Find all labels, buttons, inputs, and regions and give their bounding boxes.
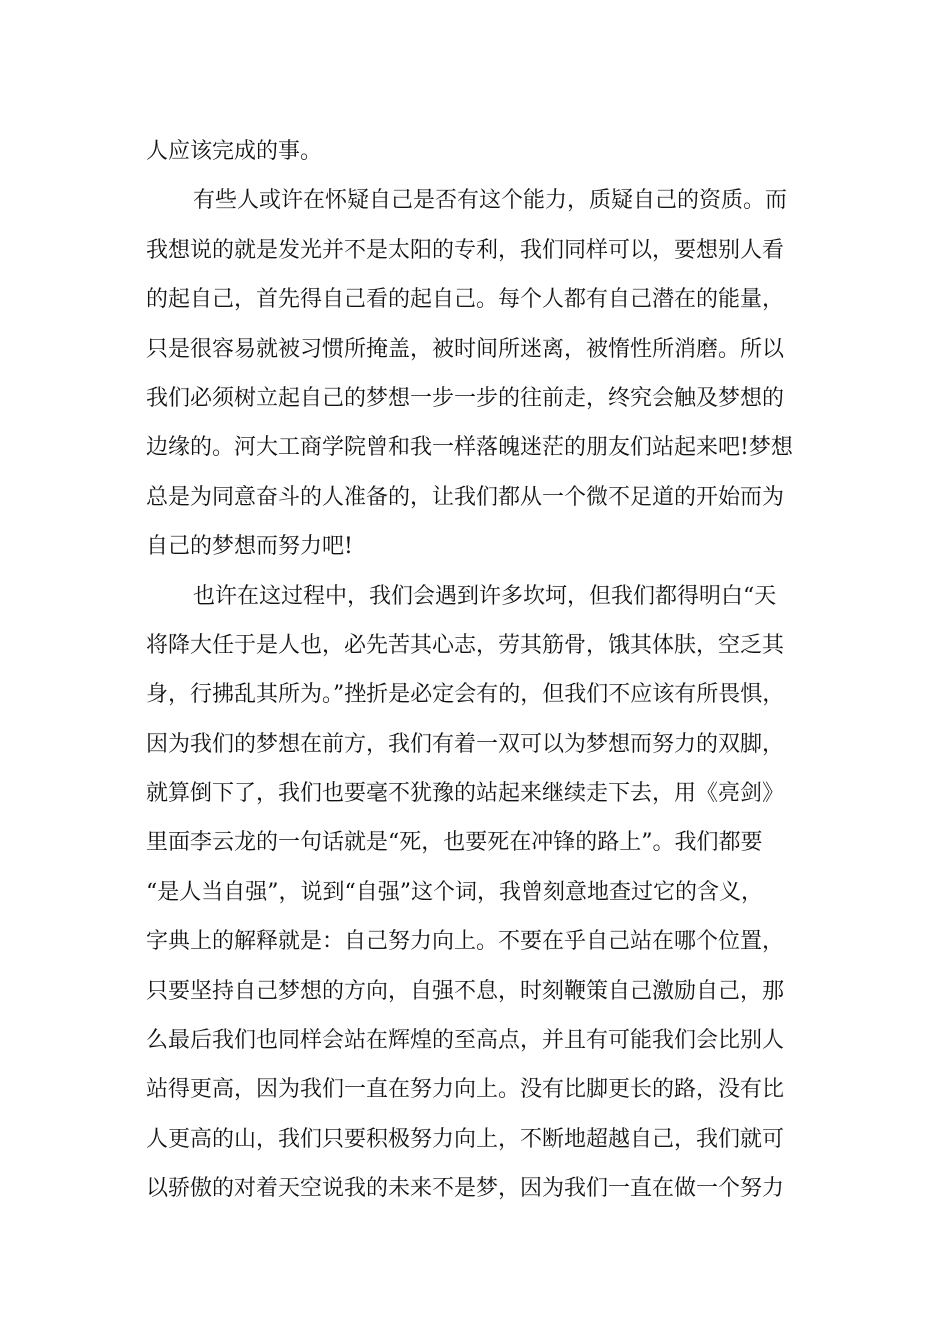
text-line: 的起自己，首先得自己看的起自己。每个人都有自己潜在的能量， — [146, 287, 785, 313]
text-line: 就算倒下了，我们也要毫不犹豫的站起来继续走下去，用《亮剑》 — [146, 781, 785, 807]
text-line: 里面李云龙的一句话就是“死，也要死在冲锋的路上”。我们都要 — [146, 830, 763, 856]
text-line: 有些人或许在怀疑自己是否有这个能力，质疑自己的资质。而 — [193, 188, 788, 214]
text-line: 将降大任于是人也，必先苦其心志，劳其筋骨，饿其体肤，空乏其 — [146, 632, 785, 658]
text-line: 自己的梦想而努力吧! — [146, 534, 353, 560]
body-text — [146, 127, 826, 1214]
text-line: 字典上的解释就是：自己努力向上。不要在乎自己站在哪个位置， — [146, 929, 785, 955]
text-line: 边缘的。河大工商学院曾和我一样落魄迷茫的朋友们站起来吧!梦想 — [146, 435, 793, 461]
text-line: 以骄傲的对着天空说我的未来不是梦，因为我们一直在做一个努力 — [146, 1176, 785, 1202]
text-line: 只是很容易就被习惯所掩盖，被时间所迷离，被惰性所消磨。所以 — [146, 336, 785, 362]
text-line: 只要坚持自己梦想的方向，自强不息，时刻鞭策自己激励自己，那 — [146, 978, 785, 1004]
text-line: 么最后我们也同样会站在辉煌的至高点，并且有可能我们会比别人 — [146, 1028, 785, 1054]
text-line: 我想说的就是发光并不是太阳的专利，我们同样可以，要想别人看 — [146, 237, 785, 263]
text-line: 因为我们的梦想在前方，我们有着一双可以为梦想而努力的双脚， — [146, 731, 785, 757]
text-line: 也许在这过程中，我们会遇到许多坎坷，但我们都得明白“天 — [193, 583, 777, 609]
text-line: 人应该完成的事。 — [146, 139, 323, 164]
text-line: 站得更高，因为我们一直在努力向上。没有比脚更长的路，没有比 — [146, 1077, 785, 1103]
text-line: 总是为同意奋斗的人准备的，让我们都从一个微不足道的开始而为 — [146, 484, 785, 510]
text-line: 身，行拂乱其所为。”挫折是必定会有的，但我们不应该有所畏惧， — [146, 682, 785, 708]
text-line: 人更高的山，我们只要积极努力向上，不断地超越自己，我们就可 — [146, 1126, 785, 1152]
text-line: “是人当自强”，说到“自强”这个词，我曾刻意地查过它的含义， — [146, 879, 763, 905]
text-line: 我们必须树立起自己的梦想一步一步的往前走，终究会触及梦想的 — [146, 385, 785, 411]
